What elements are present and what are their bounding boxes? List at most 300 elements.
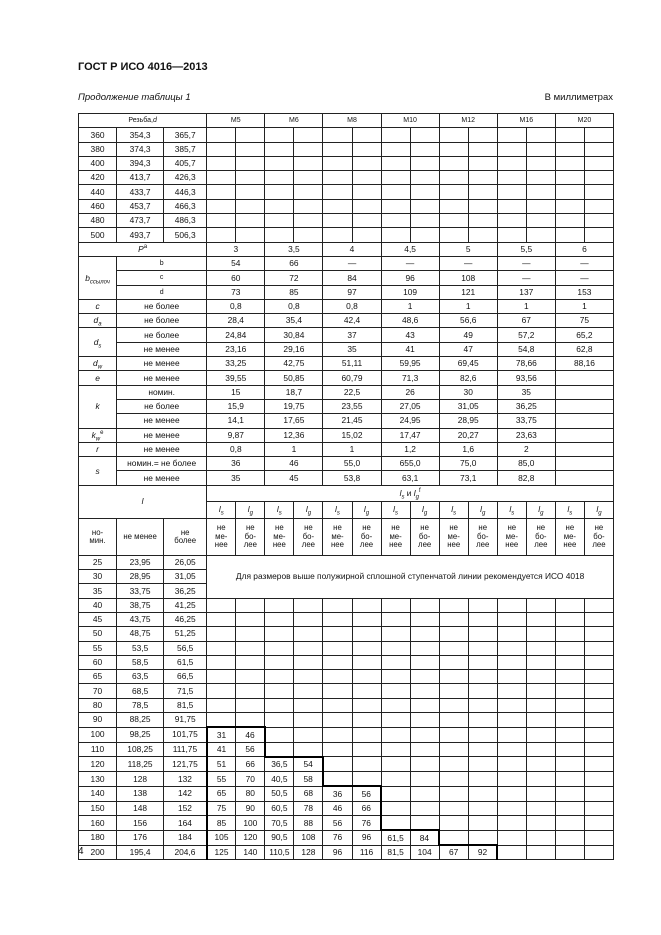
empty-cell <box>584 627 613 641</box>
ls-sub: s <box>569 510 573 517</box>
empty-cell <box>555 171 584 185</box>
empty-cell <box>207 670 236 684</box>
ls-sub: s <box>511 510 515 517</box>
b-ref-value: 108 <box>439 271 497 285</box>
empty-cell <box>323 142 352 156</box>
pitch-row <box>79 242 614 256</box>
length-cell: 200 <box>79 845 117 860</box>
empty-cell <box>526 655 555 669</box>
length-cell: 160 <box>79 816 117 831</box>
upper-row-cell: 446,3 <box>164 185 207 199</box>
empty-cell <box>294 612 323 626</box>
empty-cell <box>497 156 526 170</box>
empty-cell <box>294 670 323 684</box>
lg-max-head: не бо- лее <box>410 518 439 555</box>
empty-cell <box>236 641 265 655</box>
param-value: 67 <box>497 314 555 328</box>
param-value: 1,6 <box>439 442 497 456</box>
ls-lg-value: 110,5 <box>265 845 294 860</box>
param-value: 35 <box>323 342 381 356</box>
param-value: 28,4 <box>207 314 265 328</box>
ls-lg-value: 55 <box>207 772 236 787</box>
empty-cell <box>381 641 410 655</box>
ls-subscript: s <box>401 494 405 501</box>
empty-cell <box>584 199 613 213</box>
empty-cell <box>526 727 555 742</box>
lg-column-head <box>294 501 323 518</box>
ls-sym: l <box>509 504 512 515</box>
param-value: 17,65 <box>265 414 323 428</box>
empty-cell <box>439 214 468 228</box>
empty-cell <box>323 156 352 170</box>
length-cell: 48,75 <box>117 627 164 641</box>
empty-cell <box>410 228 439 242</box>
param-value: 1 <box>555 299 613 313</box>
empty-cell <box>207 142 236 156</box>
ls-lg-value: 54 <box>294 757 323 772</box>
empty-cell <box>323 641 352 655</box>
param-symbol-cell <box>79 299 117 313</box>
empty-cell <box>323 128 352 142</box>
empty-cell <box>497 598 526 612</box>
param-qualifier: не более <box>117 399 207 413</box>
empty-cell <box>381 142 410 156</box>
empty-cell <box>497 757 526 772</box>
b-ref-note: d <box>117 285 207 299</box>
units-label: В миллиметрах <box>544 92 613 103</box>
ls-lg-value: 41 <box>207 742 236 757</box>
empty-cell <box>410 627 439 641</box>
empty-cell <box>584 786 613 801</box>
empty-cell <box>468 171 497 185</box>
param-value: 17,47 <box>381 428 439 442</box>
length-row <box>79 612 614 626</box>
param-value: 82,6 <box>439 371 497 385</box>
empty-cell <box>439 199 468 213</box>
param-value: 54,8 <box>497 342 555 356</box>
empty-cell <box>410 786 439 801</box>
param-superscript: a <box>143 244 148 251</box>
empty-cell <box>555 627 584 641</box>
empty-cell <box>439 128 468 142</box>
empty-cell <box>584 712 613 727</box>
b-ref-note: b <box>117 256 207 270</box>
ls-sub: s <box>220 510 224 517</box>
param-symbol: d <box>93 315 99 326</box>
empty-cell <box>381 772 410 787</box>
ls-lg-value: 46 <box>323 801 352 815</box>
ls-min-head: не ме- нее <box>497 518 526 555</box>
pitch-value: 3,5 <box>265 242 323 256</box>
empty-cell <box>468 627 497 641</box>
length-cell: 101,75 <box>164 727 207 742</box>
upper-row-cell: 440 <box>79 185 117 199</box>
empty-cell <box>294 712 323 727</box>
lg-footnote: f <box>419 488 421 495</box>
param-symbol-cell <box>79 371 117 385</box>
empty-cell <box>526 156 555 170</box>
empty-cell <box>584 757 613 772</box>
upper-row-cell: 374,3 <box>117 142 164 156</box>
empty-cell <box>236 142 265 156</box>
lg-max-head: не бо- лее <box>468 518 497 555</box>
empty-cell <box>439 727 468 742</box>
length-row <box>79 801 614 815</box>
ls-lg-value: 56 <box>352 786 381 801</box>
param-value <box>555 399 613 413</box>
empty-cell <box>410 185 439 199</box>
length-cell: 108,25 <box>117 742 164 757</box>
length-cell: 152 <box>164 801 207 815</box>
empty-cell <box>468 670 497 684</box>
empty-cell <box>265 612 294 626</box>
upper-row-cell: 400 <box>79 156 117 170</box>
upper-row-cell: 394,3 <box>117 156 164 170</box>
lg-sub: g <box>307 510 312 517</box>
empty-cell <box>439 641 468 655</box>
upper-row <box>79 128 614 142</box>
empty-cell <box>526 742 555 757</box>
empty-cell <box>555 712 584 727</box>
length-cell: 195,4 <box>117 845 164 860</box>
param-value: 42,75 <box>265 357 323 371</box>
b-ref-value: 109 <box>381 285 439 299</box>
upper-row-cell: 385,7 <box>164 142 207 156</box>
length-cell: 132 <box>164 772 207 787</box>
length-row <box>79 670 614 684</box>
empty-cell <box>265 684 294 698</box>
param-qualifier: не более <box>117 328 207 342</box>
empty-cell <box>323 684 352 698</box>
b-ref-value: 97 <box>323 285 381 299</box>
param-value: 65,2 <box>555 328 613 342</box>
empty-cell <box>468 742 497 757</box>
ls-lg-label <box>207 485 614 501</box>
length-row <box>79 698 614 712</box>
empty-cell <box>381 598 410 612</box>
empty-cell <box>439 830 468 845</box>
ls-sub: s <box>278 510 282 517</box>
ls-lg-value: 128 <box>294 845 323 860</box>
ls-min-head: не ме- нее <box>439 518 468 555</box>
empty-cell <box>381 128 410 142</box>
empty-cell <box>381 670 410 684</box>
ls-sub: s <box>453 510 457 517</box>
length-cell: 31,05 <box>164 570 207 584</box>
param-qualifier: не менее <box>117 371 207 385</box>
b-ref-value: — <box>555 271 613 285</box>
ls-lg-value: 56 <box>323 816 352 831</box>
param-subscript: w <box>95 436 101 443</box>
empty-cell <box>236 684 265 698</box>
param-value: 53,8 <box>323 471 381 485</box>
empty-cell <box>555 214 584 228</box>
empty-cell <box>468 612 497 626</box>
length-cell: 130 <box>79 772 117 787</box>
length-cell: 23,95 <box>117 555 164 569</box>
empty-cell <box>265 727 294 742</box>
empty-cell <box>584 845 613 860</box>
upper-row <box>79 228 614 242</box>
empty-cell <box>439 772 468 787</box>
empty-cell <box>468 228 497 242</box>
empty-cell <box>236 670 265 684</box>
ls-lg-value: 66 <box>236 757 265 772</box>
empty-cell <box>468 655 497 669</box>
length-row <box>79 598 614 612</box>
ls-sym: l <box>335 504 337 515</box>
empty-cell <box>265 742 294 757</box>
empty-cell <box>236 185 265 199</box>
empty-cell <box>439 612 468 626</box>
ls-column-head <box>497 501 526 518</box>
empty-cell <box>584 698 613 712</box>
ls-lg-value: 75 <box>207 801 236 815</box>
empty-cell <box>352 742 381 757</box>
param-value: 82,8 <box>497 471 555 485</box>
param-symbol-cell <box>79 314 117 328</box>
length-header-row <box>79 485 614 501</box>
empty-cell <box>323 698 352 712</box>
param-qualifier: не более <box>117 314 207 328</box>
ls-lg-value: 105 <box>207 830 236 845</box>
ls-lg-value: 36,5 <box>265 757 294 772</box>
param-value <box>555 371 613 385</box>
upper-row <box>79 171 614 185</box>
upper-row-cell: 405,7 <box>164 156 207 170</box>
upper-row <box>79 156 614 170</box>
empty-cell <box>497 670 526 684</box>
param-value: 49 <box>439 328 497 342</box>
ls-column-head <box>207 501 236 518</box>
empty-cell <box>555 199 584 213</box>
param-value: 55,0 <box>323 457 381 471</box>
empty-cell <box>381 712 410 727</box>
param-symbol-cell <box>79 328 117 357</box>
param-value: 18,7 <box>265 385 323 399</box>
ls-lg-value: 96 <box>323 845 352 860</box>
param-value: 36,25 <box>497 399 555 413</box>
param-value: 24,95 <box>381 414 439 428</box>
length-row <box>79 727 614 742</box>
empty-cell <box>323 655 352 669</box>
param-symbol: k <box>95 401 100 412</box>
empty-cell <box>294 727 323 742</box>
empty-cell <box>265 641 294 655</box>
empty-cell <box>526 830 555 845</box>
length-cell: 30 <box>79 570 117 584</box>
param-value <box>555 414 613 428</box>
param-symbol: e <box>95 372 100 383</box>
param-symbol-cell <box>79 385 117 428</box>
param-symbol: b <box>85 272 90 283</box>
param-value: 43 <box>381 328 439 342</box>
length-cell: 78,5 <box>117 698 164 712</box>
empty-cell <box>207 684 236 698</box>
empty-cell <box>468 757 497 772</box>
empty-cell <box>497 228 526 242</box>
param-value: 27,05 <box>381 399 439 413</box>
ls-column-head <box>381 501 410 518</box>
param-value: 2 <box>497 442 555 456</box>
upper-row-cell: 380 <box>79 142 117 156</box>
ls-sym: l <box>393 504 396 515</box>
empty-cell <box>352 712 381 727</box>
ls-lg-value: 67 <box>439 845 468 860</box>
ls-lg-value: 56 <box>236 742 265 757</box>
empty-cell <box>352 627 381 641</box>
param-value: 0,8 <box>323 299 381 313</box>
empty-cell <box>381 801 410 815</box>
length-cell: 110 <box>79 742 117 757</box>
empty-cell <box>381 228 410 242</box>
empty-cell <box>497 185 526 199</box>
empty-cell <box>555 142 584 156</box>
empty-cell <box>381 757 410 772</box>
empty-cell <box>236 156 265 170</box>
length-row <box>79 772 614 787</box>
empty-cell <box>381 655 410 669</box>
param-value: 24,84 <box>207 328 265 342</box>
param-row-ds <box>79 342 614 356</box>
empty-cell <box>497 627 526 641</box>
param-value: 21,45 <box>323 414 381 428</box>
param-qualifier: не более <box>117 299 207 313</box>
empty-cell <box>555 698 584 712</box>
length-row <box>79 830 614 845</box>
length-row <box>79 786 614 801</box>
length-row <box>79 555 614 569</box>
empty-cell <box>294 156 323 170</box>
thread-label-text: Резьба, <box>128 116 153 124</box>
empty-cell <box>497 641 526 655</box>
param-symbol: r <box>96 444 99 455</box>
empty-cell <box>555 786 584 801</box>
param-symbol: P <box>138 243 144 254</box>
empty-cell <box>236 199 265 213</box>
param-row-k <box>79 414 614 428</box>
empty-cell <box>439 698 468 712</box>
upper-row-cell: 506,3 <box>164 228 207 242</box>
empty-cell <box>410 612 439 626</box>
param-value: 88,16 <box>555 357 613 371</box>
ls-column-head <box>439 501 468 518</box>
empty-cell <box>294 655 323 669</box>
ls-lg-value: 88 <box>294 816 323 831</box>
lg-sub: g <box>481 510 486 517</box>
length-row <box>79 684 614 698</box>
param-symbol: d <box>93 358 98 369</box>
upper-row-cell: 480 <box>79 214 117 228</box>
empty-cell <box>381 156 410 170</box>
length-cell: 33,75 <box>117 584 164 598</box>
b-ref-value: 153 <box>555 285 613 299</box>
empty-cell <box>410 772 439 787</box>
empty-cell <box>323 214 352 228</box>
empty-cell <box>352 171 381 185</box>
empty-cell <box>555 830 584 845</box>
param-row-da <box>79 314 614 328</box>
pitch-label <box>79 242 207 256</box>
empty-cell <box>265 214 294 228</box>
empty-cell <box>468 727 497 742</box>
empty-cell <box>381 199 410 213</box>
param-value: 57,2 <box>497 328 555 342</box>
empty-cell <box>381 816 410 831</box>
empty-cell <box>236 612 265 626</box>
param-value: 62,8 <box>555 342 613 356</box>
param-value: 33,75 <box>497 414 555 428</box>
empty-cell <box>352 670 381 684</box>
empty-cell <box>207 156 236 170</box>
empty-cell <box>294 171 323 185</box>
empty-cell <box>236 214 265 228</box>
param-subscript: s <box>98 343 102 350</box>
param-qualifier: номин.= не более <box>117 457 207 471</box>
empty-cell <box>584 185 613 199</box>
b-ref-value: — <box>381 256 439 270</box>
empty-cell <box>584 128 613 142</box>
param-value: 35 <box>207 471 265 485</box>
empty-cell <box>207 655 236 669</box>
empty-cell <box>352 772 381 787</box>
length-cell: 28,95 <box>117 570 164 584</box>
ls-lg-value: 116 <box>352 845 381 860</box>
ls-min-head: не ме- нее <box>207 518 236 555</box>
length-cell: 58,5 <box>117 655 164 669</box>
recommendation-note: Для размеров выше полужирной сплошной ступенчатой линии рекомендуется ИСО 4018 <box>207 555 614 598</box>
empty-cell <box>410 670 439 684</box>
param-value: 15 <box>207 385 265 399</box>
empty-cell <box>584 171 613 185</box>
empty-cell <box>439 684 468 698</box>
length-cell: 40 <box>79 598 117 612</box>
ls-lg-value: 36 <box>323 786 352 801</box>
empty-cell <box>439 627 468 641</box>
empty-cell <box>265 627 294 641</box>
empty-cell <box>555 801 584 815</box>
upper-row-cell: 500 <box>79 228 117 242</box>
param-value: 56,6 <box>439 314 497 328</box>
empty-cell <box>555 655 584 669</box>
param-qualifier: номин. <box>117 385 207 399</box>
empty-cell <box>265 171 294 185</box>
empty-cell <box>294 214 323 228</box>
b-ref-row <box>79 256 614 270</box>
length-cell: 100 <box>79 727 117 742</box>
ls-lg-value: 76 <box>323 830 352 845</box>
empty-cell <box>526 199 555 213</box>
param-row-k <box>79 385 614 399</box>
empty-cell <box>352 684 381 698</box>
empty-cell <box>294 598 323 612</box>
length-cell: 164 <box>164 816 207 831</box>
lg-sym: l <box>305 504 308 515</box>
empty-cell <box>555 757 584 772</box>
length-cell: 65 <box>79 670 117 684</box>
length-cell: 148 <box>117 801 164 815</box>
param-value: 51,11 <box>323 357 381 371</box>
lg-sym: l <box>247 504 250 515</box>
param-qualifier: не менее <box>117 471 207 485</box>
ls-min-head: не ме- нее <box>381 518 410 555</box>
param-qualifier: не менее <box>117 342 207 356</box>
empty-cell <box>265 670 294 684</box>
empty-cell <box>497 712 526 727</box>
length-cell: 68,5 <box>117 684 164 698</box>
param-value: 23,63 <box>497 428 555 442</box>
ls-lg-value: 70 <box>236 772 265 787</box>
